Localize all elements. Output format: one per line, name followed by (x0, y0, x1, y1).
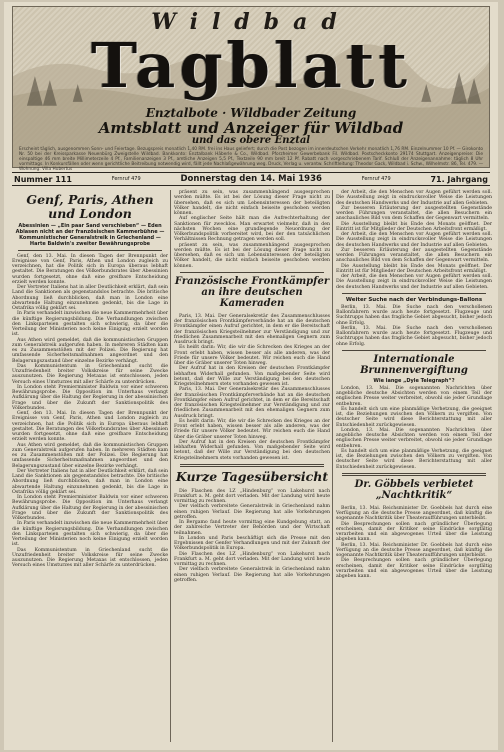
article-paragraph: London, 13. Mai. Die sogenannten Nachrichten über angebliche deutsche Absichten werden von einem Teil der englischen Presse weiter verbreitet, obwohl sie jeder Grundlage entbehren. (336, 385, 492, 407)
article-paragraph: Die Besprechungen sollen nach gründlicher Überlegung erscheinen, damit der Kritiker seine Eindrücke sorgfältig verarbeiten und ein abgewogenes Urteil über die Leistung abgeben kann. (336, 558, 492, 579)
lead-genf: Abessinien — „Ein paar Sand verschieben“ — Eden Ablasen nicht an der französischen Kammerbühne — Kommunistischer Generalstreik in Griechenland — Harte Baldwin's zweiter Bewährungsprobe (15, 222, 165, 247)
article-paragraph: Zur besseren Erläuterung der ausgestellten Gegenstände werden Führungen veranstaltet, die allen Besuchern ein anschauliches Bild von dem Schaffen der Gegenwart vermitteln. (336, 247, 492, 264)
article-paragraph: Der vielfach verbreitete Generalstreik in Griechenland nahm einen ruhigen Verlauf. Die Regierung hat alle Vorkehrungen getroffen. (174, 504, 330, 520)
article-paragraph: Berlin, 13. Mai. Die Suche nach den verschollenen Ballonfahrern wurde auch heute fortgesetzt. Flugzeuge und Suchtrupps haben das fragliche Gebiet abgesucht, bisher jedoch ohne Erfolg. (336, 304, 492, 326)
divider (342, 350, 486, 351)
newspaper-page (4, 2, 498, 750)
article-paragraph: Es handelt sich um eine planmäßige Verhetzung, die geeignet ist, die Beziehungen zwischen den Völkern zu vergiften. Von deutscher Seite wird diese Berichterstattung mit aller Entschiedenheit zurückgewiesen. (336, 448, 492, 470)
article-paragraph: Berlin, 13. Mai. Die Suche nach den verschollenen Ballonfahrern wurde auch heute fortgesetzt. Flugzeuge und Suchtrupps haben das fragliche Gebiet abgesucht, bisher jedoch ohne Erfolg. (336, 325, 492, 347)
article-paragraph: der Arbeit, die den Menschen vor Augen geführt werden soll. Die Ausstellung zeigt in eindrucksvoller Weise die Leistungen des deutschen Handwerks und der Industrie auf allen Gebieten. (336, 190, 492, 206)
volume: 71. Jahrgang (430, 174, 488, 184)
article-paragraph: der Arbeit, die den Menschen vor Augen geführt werden soll. Die Ausstellung zeigt in eindrucksvoller Weise die Leistungen des deutschen Handwerks und der Industrie auf allen Gebieten. (336, 232, 492, 248)
article-paragraph: In London steht Premierminister Baldwin vor einer schweren Bewährungsprobe. Die Opposition im Unterhaus verlangt Aufklärung über die Haltung der Regierung in der abessinischen Frage und über die Zukunft der Sanktionspolitik des Völkerbundes. (12, 495, 168, 521)
article-paragraph: präsent zu sein, was zusammenhängend ausgesprochen werden müßte. Es ist bei der Lösung dieser Frage nicht zu übersehen, daß es sich um Lebensinteressen der beteiligten Völker handelt, die nicht einfach beiseite geschoben werden können. (174, 242, 330, 269)
article-paragraph: Es handelt sich um eine planmäßige Verhetzung, die geeignet ist, die Beziehungen zwischen den Völkern zu vergiften. Von deutscher Seite wird diese Berichterstattung mit aller Entschiedenheit zurückgewiesen. (336, 406, 492, 428)
column-2 (174, 190, 330, 742)
article-paragraph: Paris, 13. Mai. Der Generalsekretär des Zusammenschlusses der französischen Frontkämpferverbände hat an die deutschen Frontkämpfer einen Aufruf gerichtet, in dem er die Bereitschaft der französischen Kriegsteilnehmer zur Verständigung und zur friedlichen Zusammenarbeit mit den ehemaligen Gegnern zum Ausdruck bringt. (174, 387, 330, 419)
divider (180, 272, 324, 273)
article-paragraph: Genf, den 13. Mai. In diesen Tagen der Brennpunkt der Ereignisse von Genf, Paris, Athen und London zugleich zu verzeichnen, hat die Politik sich in Europa überaus lebhaft gestaltet. Die Beratungen des Völkerbundsrates über Abessinien wurden fortgesetzt, ohne daß eine greifbare Entscheidung erzielt werden konnte. (12, 411, 168, 443)
article-paragraph: Es heißt darin: Wir, die wir die Schrecken des Krieges an der Front erlebt haben, wissen besser als alle anderen, was der Friede für unsere Völker bedeutet. Wir reichen euch die Hand über die Gräber unserer Toten hinweg. (174, 345, 330, 366)
masthead-subtitle-2: Amtsblatt und Anzeiger für Wildbad (98, 119, 404, 137)
masthead-subtitle-3: und das obere Enztal (191, 135, 311, 146)
issue-date: Donnerstag den 14. Mai 1936 (180, 174, 322, 184)
article-paragraph: Der Aufruf hat in den Kreisen der deutschen Frontkämpfer lebhaften Widerhall gefunden. Von maßgebender Seite wird betont, daß der Wille zur Verständigung bei den deutschen Kriegsteilnehmern stets vorhanden gewesen ist. (174, 366, 330, 387)
headline-brunnenvergiftung-sub: Wie lange „Dyle Telegraph“? (373, 377, 455, 384)
article-paragraph: Der Vertreter Italiens hat in aller Deutlichkeit erklärt, daß sein Land die Sanktionen als gegenstandslos betrachte. Die britische Abordnung ließ durchblicken, daß man in London eine abwartende Haltung einzunehmen gedenkt, bis die Lage in Ostafrika völlig geklärt sei. (12, 285, 168, 311)
masthead-subtitle-1: Enztalbote · Wildbader Zeitung (145, 106, 357, 120)
article-paragraph: Der Aufruf hat in den Kreisen der deutschen Frontkämpfer lebhaften Widerhall gefunden. Von maßgebender Seite wird betont, daß der Wille zur Verständigung bei den deutschen Kriegsteilnehmern stets vorhanden gewesen ist. (174, 439, 330, 461)
article-paragraph: Die Ausstellung bleibt bis Ende des Monats geöffnet. Der Eintritt ist für Mitglieder der Deutschen Arbeitsfront ermäßigt. (336, 221, 492, 232)
phone-left: Fernruf 479 (111, 176, 141, 182)
article-paragraph: Berlin, 13. Mai. Reichsminister Dr. Goebbels hat durch eine Verfügung an die deutsche Presse angeordnet, daß künftig die sogenannte Nachtkritik über Theateraufführungen unterbleibt. (336, 505, 492, 522)
column-rule (170, 190, 171, 742)
divider (342, 293, 486, 294)
article-paragraph: Der Vertreter Italiens hat in aller Deutlichkeit erklärt, daß sein Land die Sanktionen als gegenstandslos betrachte. Die britische Abordnung ließ durchblicken, daß man in London eine abwartende Haltung einzunehmen gedenkt, bis die Lage in Ostafrika völlig geklärt sei. (12, 468, 168, 495)
headline-brunnenvergiftung: Internationale Brunnenvergiftung (360, 353, 468, 376)
article-paragraph: Zur besseren Erläuterung der ausgestellten Gegenstände werden Führungen veranstaltet, die allen Besuchern ein anschauliches Bild von dem Schaffen der Gegenwart vermitteln. (336, 205, 492, 222)
divider (18, 250, 162, 251)
article-paragraph: Die Ausstellung bleibt bis Ende des Monats geöffnet. Der Eintritt ist für Mitglieder der Deutschen Arbeitsfront ermäßigt. (336, 263, 492, 274)
article-paragraph: der Arbeit, die den Menschen vor Augen geführt werden soll. Die Ausstellung zeigt in eindrucksvoller Weise die Leistungen des deutschen Handwerks und der Industrie auf allen Gebieten. (336, 274, 492, 290)
article-paragraph: In London und Paris beschäftigt sich die Presse mit den Ergebnissen der Genfer Verhandlungen und mit der Zukunft der Völkerbundspolitik in Europa. (174, 535, 330, 552)
headline-genf: Genf, Paris, Athen und London (26, 192, 154, 221)
article-paragraph: präsent zu sein, was zusammenhängend ausgesprochen werden müßte. Es ist bei der Lösung dieser Frage nicht zu übersehen, daß es sich um Lebensinteressen der beteiligten Völker handelt, die nicht einfach beiseite geschoben werden können. (174, 190, 330, 216)
column-3 (336, 190, 492, 742)
article-paragraph: In London steht Premierminister Baldwin vor einer schweren Bewährungsprobe. Die Opposition im Unterhaus verlangt Aufklärung über die Haltung der Regierung in der abessinischen Frage und über die Zukunft der Sanktionspolitik des Völkerbundes. (12, 384, 168, 411)
headline-nachtkritik: Dr. Göbbels verbietet „Nachtkritik“ (354, 478, 474, 501)
article-paragraph: Die Flaschen des LZ „Hindenburg“ von Lakehurst nach Frankfurt a. M. geht dort verladen. Mit der Landung wird heute vormittag zu rechnen. (174, 488, 330, 504)
article-paragraph: Das Kommunistentum in Griechenland sucht die Unzufriedenheit breiter Volkskreise für seine Zwecke auszunutzen. Die Regierung Metaxas ist entschlossen, jeden Versuch eines Umsturzes mit aller Schärfe zu unterdrücken. (12, 363, 168, 385)
headline-tagesuebersicht: Kurze Tagesübersicht (175, 468, 329, 484)
masthead-fine-print: Erscheint täglich, ausgenommen Sonn- und Feiertage. Bezugspreis monatlich 1,40 RM. frei ins Haus geliefert; durch die Post bezogen im innerdeutschen Verkehr monatlich 1,76 RM. Einzelnummer 10 Pf. — Girokonto Nr. 50 bei der Kreissparkasse Neuenbürg Zweigstelle Wildbad. Bankkonto: Enztalbank Häberle & Co., Wildbad. Pforzheimer Gewerbebank Fil. Wildbad. Postscheckkonto 29174 Stuttgart. Anzeigenpreise: Die einspaltige 46 mm breite Millimeterzeile 4 Pf., Familienanzeigen 3 Pf., amtliche Anzeigen 5,5 Pf., Textzeile 90 mm breit 12 Pf. Rabatt nach vorgeschriebenem Tarif. Schluß der Anzeigenannahme: täglich 8 Uhr vormittags. In Konkursfällen oder wenn gerichtliche Beitreibung notwendig wird, fällt jede Nachlaßgewährung weg. Druck, Verlag u. verantw. Schriftleitung: Theodor Gack, Wildbad i. Schw., Wilhelmstr. 86, Tel. 479. — Wohnung: Villa Hubertus (19, 147, 483, 172)
issue-number: Nummer 111 (14, 174, 72, 184)
column-rule (332, 190, 333, 742)
article-paragraph: Die Flaschen des LZ „Hindenburg“ von Lakehurst nach Frankfurt a. M. geht dort verladen. Mit der Landung wird heute vormittag zu rechnen. (174, 551, 330, 567)
article-paragraph: London, 13. Mai. Die sogenannten Nachrichten über angebliche deutsche Absichten werden von einem Teil der englischen Presse weiter verbreitet, obwohl sie jeder Grundlage entbehren. (336, 427, 492, 449)
dateline (12, 172, 490, 186)
divider (342, 473, 486, 476)
column-1 (12, 190, 168, 742)
article-paragraph: In Paris verhandelt inzwischen die neue Kammermehrheit über die künftige Regierungsbildung. Die Verhandlungen zwischen den Linksparteien gestalten sich schwierig, da über die Verteilung der Ministerien noch keine Einigung erzielt worden ist. (12, 521, 168, 548)
article-paragraph: Der vielfach verbreitete Generalstreik in Griechenland nahm einen ruhigen Verlauf. Die Regierung hat alle Vorkehrungen getroffen. (174, 567, 330, 583)
article-paragraph: Das Kommunistentum in Griechenland sucht die Unzufriedenheit breiter Volkskreise für seine Zwecke auszunutzen. Die Regierung Metaxas ist entschlossen, jeden Versuch eines Umsturzes mit aller Schärfe zu unterdrücken. (12, 547, 168, 569)
masthead (12, 6, 490, 172)
headline-frontkaempfer: Französische Frontkämpfer an ihre deutschen Kameraden (174, 275, 330, 309)
article-paragraph: In Bergamo fand heute vormittag eine Kundgebung statt, an der zahlreiche Vertreter der Behörden und der Wirtschaft teilnahmen. (174, 520, 330, 536)
article-paragraph: Aus Athen wird gemeldet, daß die kommunistischen Gruppen zum Generalstreik aufgerufen haben. In mehreren Städten kam es zu Zusammenstößen mit der Polizei. Die Regierung hat umfassende Sicherheitsmaßnahmen angeordnet und den Belagerungszustand über einzelne Bezirke verhängt. (12, 337, 168, 364)
article-paragraph: Berlin, 13. Mai. Reichsminister Dr. Goebbels hat durch eine Verfügung an die deutsche Presse angeordnet, daß künftig die sogenannte Nachtkritik über Theateraufführungen unterbleibt. (336, 542, 492, 558)
masthead-title: Tagblatt (90, 29, 412, 102)
article-paragraph: Es heißt darin: Wir, die wir die Schrecken des Krieges an der Front erlebt haben, wissen besser als alle anderen, was der Friede für unsere Völker bedeutet. Wir reichen euch die Hand über die Gräber unserer Toten hinweg. (174, 418, 330, 440)
section-head-ballons: Weiter Suche nach der Verbindungs-Ballons (345, 296, 483, 303)
article-paragraph: Aus Athen wird gemeldet, daß die kommunistischen Gruppen zum Generalstreik aufgerufen haben. In mehreren Städten kam es zu Zusammenstößen mit der Polizei. Die Regierung hat umfassende Sicherheitsmaßnahmen angeordnet und den Belagerungszustand über einzelne Bezirke verhängt. (12, 442, 168, 469)
masthead-top-word: Wildbad (151, 9, 351, 35)
article-paragraph: Paris, 13. Mai. Der Generalsekretär des Zusammenschlusses der französischen Frontkämpferverbände hat an die deutschen Frontkämpfer einen Aufruf gerichtet, in dem er die Bereitschaft der französischen Kriegsteilnehmer zur Verständigung und zur friedlichen Zusammenarbeit mit den ehemaligen Gegnern zum Ausdruck bringt. (174, 313, 330, 345)
article-paragraph: Die Besprechungen sollen nach gründlicher Überlegung erscheinen, damit der Kritiker seine Eindrücke sorgfältig verarbeiten und ein abgewogenes Urteil über die Leistung abgeben kann. (336, 521, 492, 543)
article-paragraph: Auf englischer Seite hält man die Aufrechterhaltung der Sanktionen für zwecklos. Man erwartet vielmehr, daß in den nächsten Wochen eine grundlegende Neuordnung der Völkerbundspolitik vorbereitet wird, bei der den tatsächlichen Verhältnissen Rechnung getragen werden soll. (174, 216, 330, 243)
divider (180, 464, 324, 467)
article-paragraph: Genf, den 13. Mai. In diesen Tagen der Brennpunkt der Ereignisse von Genf, Paris, Athen und London zugleich zu verzeichnen, hat die Politik sich in Europa überaus lebhaft gestaltet. Die Beratungen des Völkerbundsrates über Abessinien wurden fortgesetzt, ohne daß eine greifbare Entscheidung erzielt werden konnte. (12, 253, 168, 285)
phone-right: Fernruf 479 (361, 176, 391, 182)
article-paragraph: In Paris verhandelt inzwischen die neue Kammermehrheit über die künftige Regierungsbildung. Die Verhandlungen zwischen den Linksparteien gestalten sich schwierig, da über die Verteilung der Ministerien noch keine Einigung erzielt worden ist. (12, 311, 168, 338)
